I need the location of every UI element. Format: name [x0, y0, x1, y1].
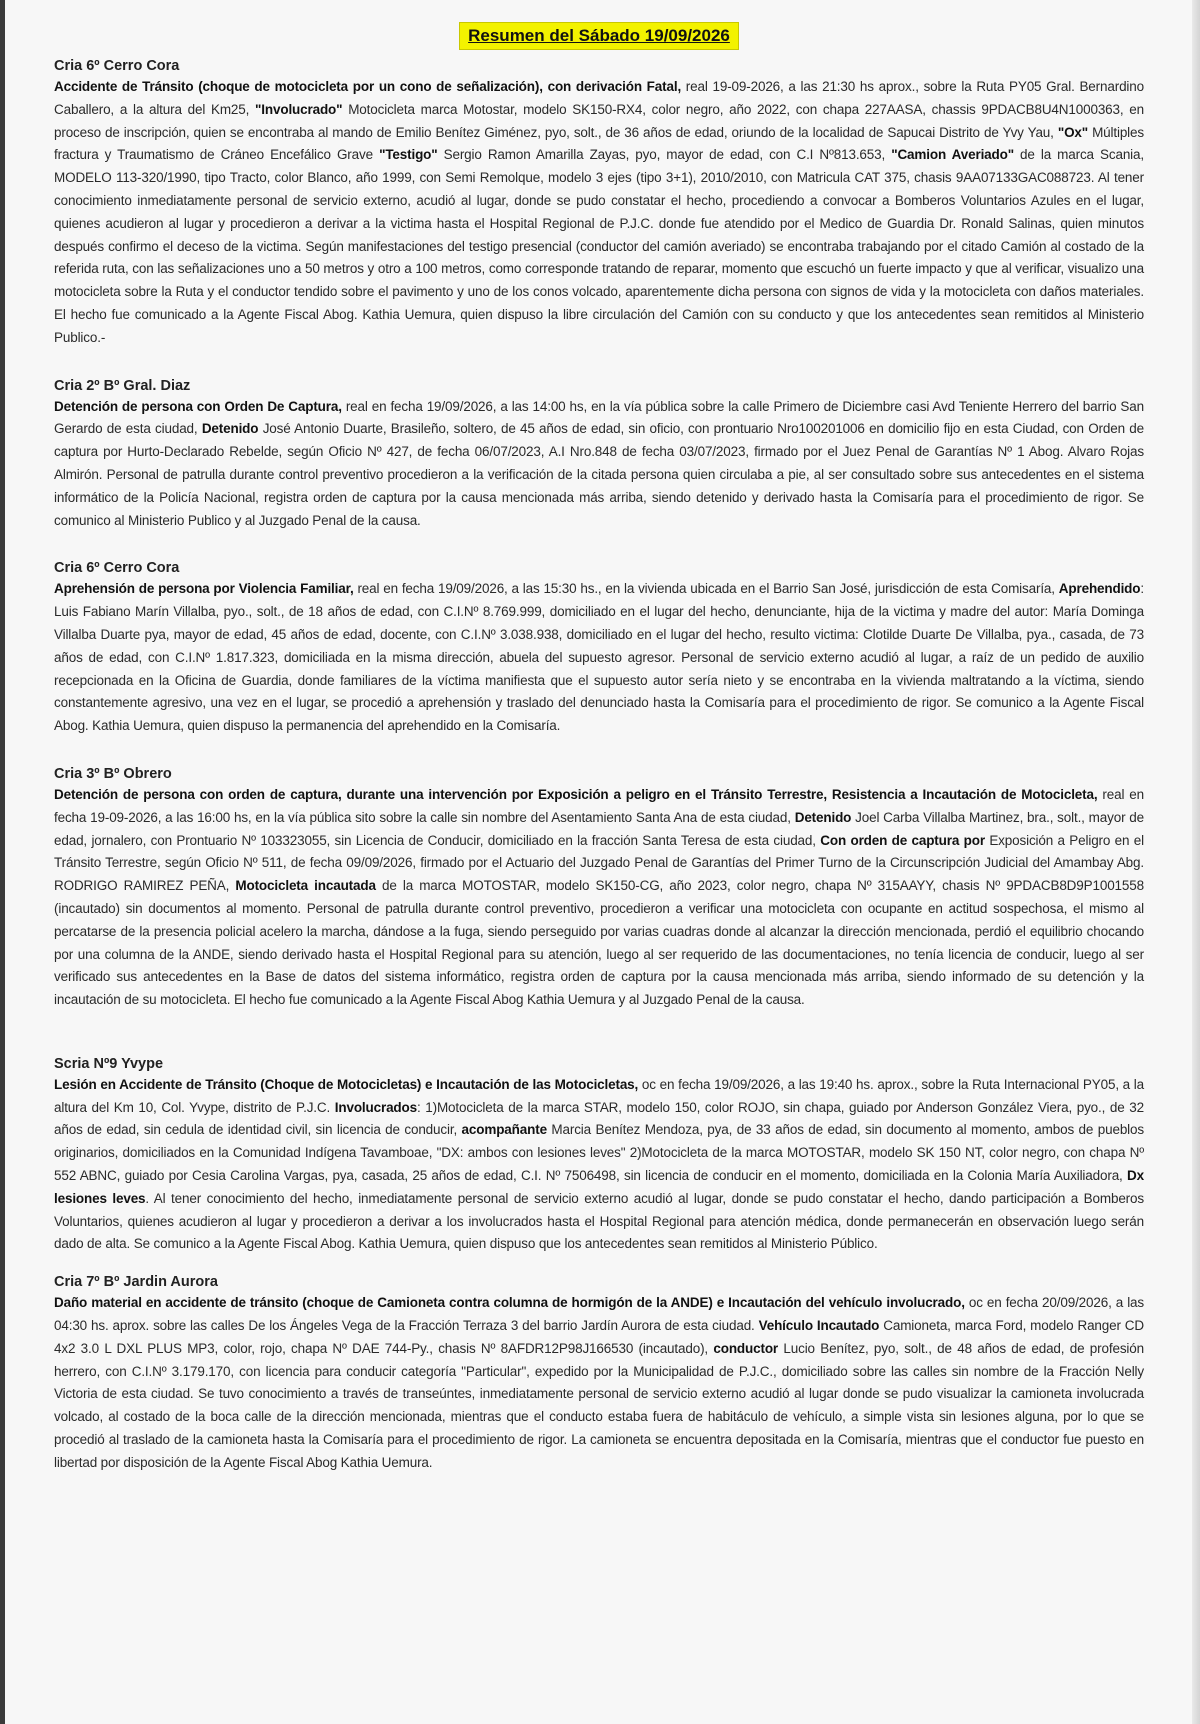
- body-bold: "Involucrado": [255, 101, 343, 117]
- body-text: José Antonio Duarte, Brasileño, soltero, de 45 años de edad, sin oficio, con prontuario Nro100201006 en domicilio fijo en esta Ciudad, con Orden de captura por Hurto-Declarado Rebelde, según Oficio Nº 427, de fecha 06/07/2023, A.I Nro.848 de fecha 03/07/2023, firmado por el Juez Penal de Garantías Nº 1 Abog. Alvaro Rojas Almirón. Personal de patrulla durante control preventivo procedieron a la verificación de la citada persona quien circulaba a pie, al ser consultado sobre sus antecedentes en el sistema informático de la Policía Nacional, registra orden de captura por la causa mencionada más arriba, siendo detenido y derivado hasta la Comisaría para el procedimiento de rigor. Se comunico al Ministerio Publico y al Juzgado Penal de la causa.: [54, 421, 1144, 528]
- body-text: Exposición a Peligro en el Tránsito Terrestre, según Oficio Nº 511, de fecha 09/09/2026, firmado por el Actuario del Juzgado Penal de Garantías del Primer Turno de la Circunscripción Judicial del Amambay Abg. RODRIGO RAMIREZ PEÑA,: [54, 832, 1144, 894]
- document-content: [54, 18, 1144, 1475]
- body-bold: "Ox": [1057, 124, 1089, 140]
- body-text: oc en fecha 19/09/2026, a las 19:40 hs. aprox., sobre la Ruta Internacional PY05, a la altura del Km 10, Col. Yvype, distrito de P.J.C.: [54, 1076, 1145, 1115]
- report-section-5: [54, 1054, 1144, 1256]
- report-section-1: [54, 56, 1144, 350]
- body-text: real en fecha 19/09/2026, a las 15:30 hs., en la vivienda ubicada en el Barrio San José, jurisdicción de esta Comisaría,: [353, 581, 1059, 597]
- body-text: Múltiples fractura y Traumatismo de Cráneo Encefálico Grave: [54, 124, 1144, 163]
- body-text: real en fecha 19-09-2026, a las 16:00 hs, en la vía pública sito sobre la calle sin nombre del Asentamiento Santa Ana de esta ciudad,: [54, 786, 1144, 825]
- body-text: . Al tener conocimiento del hecho, inmediatamente personal de servicio externo acudió al lugar, donde se pudo constatar el hecho, dando participación a Bomberos Voluntarios, quienes acudieron al lugar y procedieron a derivar a los involucrados hasta el Hospital Regional para atención médica, donde permanecerán en observación luego serán dado de alta. Se comunico a la Agente Fiscal Abog. Kathia Uemura, quien dispuso que los antecedentes sean remitidos al Ministerio Público.: [54, 1190, 1144, 1252]
- body-text: Lucio Benítez, pyo, solt., de 48 años de edad, de profesión herrero, con C.I.Nº 3.179.170, con licencia para conducir categoría "Particular", expedido por la Municipalidad de P.J.C., domiciliado sobre las calles sin nombre de la Fracción Nelly Victoria de esta ciudad. Se tuvo conocimiento a través de transeúntes, inmediatamente personal de servicio externo acudió al lugar donde se pudo visualizar la camioneta involucrada volcado, al costado de la boca calle de la dirección mencionada, mientras que el conducto estaba fuera de habitáculo de vehículo, a simple vista sin lesiones alguna, por lo que se procedió al traslado de la camioneta hasta la Comisaría para el procedimiento de rigor. La camioneta se encuentra depositada en la Comisaría, mientras que el conductor fue puesto en libertad por disposición de la Agente Fiscal Abog Kathia Uemura.: [54, 1340, 1144, 1470]
- report-section-2: [54, 376, 1144, 533]
- section-heading: Daño material en accidente de tránsito (choque de Camioneta contra columna de hormigón de la ANDE) e Incautación del vehículo involucrado,: [54, 1295, 965, 1311]
- page-left-edge: [0, 0, 5, 1724]
- section-unit: Cria 2º Bº Gral. Diaz: [54, 377, 191, 394]
- body-bold: Detenido: [201, 421, 259, 437]
- report-section-6: [54, 1272, 1144, 1474]
- body-text: Joel Carba Villalba Martinez, bra., solt., mayor de edad, jornalero, con Prontuario Nº 103323055, sin Licencia de Conducir, domiciliado en la fracción Santa Teresa de esta ciudad,: [54, 809, 1144, 848]
- page-right-edge: [1192, 0, 1200, 1724]
- body-text: Motocicleta marca Motostar, modelo SK150-RX4, color negro, año 2022, con chapa 227AASA, chassis 9PDACB8U4N1000363, en proceso de inscripción, quien se encontraba al mando de Emilio Benítez Giménez, pyo, solt., de 36 años de edad, oriundo de la localidad de Sapucai Distrito de Yvy Yau,: [54, 101, 1144, 140]
- section-unit: Cria 3º Bº Obrero: [54, 765, 172, 782]
- body-text: Camioneta, marca Ford, modelo Ranger CD 4x2 3.0 L DXL PLUS MP3, color, rojo, chapa Nº DAE 744-Py., chasis Nº 8AFDR12P98J166530 (incautado),: [54, 1318, 1145, 1356]
- report-section-4: [54, 764, 1144, 1012]
- section-body: [54, 1292, 1144, 1474]
- section-body: [54, 76, 1144, 350]
- body-bold: Aprehendido: [1058, 581, 1141, 597]
- body-bold: "Testigo": [379, 147, 438, 163]
- section-body: [54, 784, 1144, 1012]
- section-body: [54, 1074, 1144, 1256]
- section-heading: Aprehensión de persona por Violencia Familiar,: [54, 581, 354, 597]
- body-bold: Con orden de captura por: [820, 832, 985, 848]
- section-body: [54, 578, 1144, 738]
- section-heading: Detención de persona con Orden De Captura,: [54, 398, 342, 414]
- report-section-3: [54, 558, 1144, 738]
- body-bold: Dx lesiones leves: [54, 1168, 1144, 1206]
- section-body: [54, 396, 1144, 533]
- body-bold: Detenido: [794, 809, 852, 825]
- body-text: oc en fecha 20/09/2026, a las 04:30 hs. aprox. sobre las calles De los Ángeles Vega de la Fracción Terraza 3 del barrio Jardín Aurora de esta ciudad.: [54, 1295, 1144, 1334]
- section-heading: Detención de persona con orden de captura, durante una intervención por Exposición a peligro en el Tránsito Terrestre, Resistencia a Incautación de Motocicleta,: [54, 786, 1098, 802]
- body-bold: conductor: [713, 1340, 779, 1356]
- section-unit: Cria 6º Cerro Cora: [54, 58, 180, 74]
- section-unit: Cria 6º Cerro Cora: [54, 560, 180, 577]
- section-heading: Accidente de Tránsito (choque de motocicleta por un cono de señalización), con derivación Fatal,: [54, 79, 682, 94]
- body-bold: Vehículo Incautado: [758, 1318, 880, 1334]
- body-text: Sergio Ramon Amarilla Zayas, pyo, mayor de edad, con C.I Nº813.653,: [437, 147, 892, 163]
- document-title-highlight: Resumen del Sábado 19/09/2026: [459, 22, 739, 50]
- body-bold: "Camion Averiado": [891, 147, 1014, 163]
- body-text: : 1)Motocicleta de la marca STAR, modelo 150, color ROJO, sin chapa, guiado por Anderson González Viera, pyo., de 32 años de edad, sin cedula de identidad civil, sin licencia de conducir,: [54, 1099, 1144, 1138]
- body-bold: Involucrados: [334, 1099, 417, 1115]
- body-text: real 19-09-2026, a las 21:30 hs aprox., sobre la Ruta PY05 Gral. Bernardino Caballero, a la altura del Km25,: [54, 79, 1144, 117]
- body-text: : Luis Fabiano Marín Villalba, pyo., solt., de 18 años de edad, con C.I.Nº 8.769.999, domiciliado en el lugar del hecho, denunciante, hija de la victima y madre del autor: María Dominga Villalba Duarte pya, mayor de edad, 45 años de edad, docente, con C.I.Nº 3.038.938, domiciliado en el lugar del hecho, resulto victima: Clotilde Duarte De Villalba, pya., casada, de 73 años de edad, con C.I.Nº 1.817.323, domiciliada en la misma dirección, abuela del supuesto agresor. Personal de servicio externo acudió al lugar, a raíz de un pedido de auxilio recepcionada en la Oficina de Guardia, donde familiares de la víctima manifiesta que el supuesto autor sería nieto y se encontraba en la vivienda maltratando a la víctima, siendo constantemente agresivo, una vez en el lugar, se procedió a aprehensión y traslado del denunciado hasta la Comisaría para el procedimiento de rigor. Se comunico a la Agente Fiscal Abog. Kathia Uemura, quien dispuso la permanencia del aprehendido en la Comisaría.: [54, 581, 1144, 734]
- body-text: de la marca MOTOSTAR, modelo SK150-CG, año 2023, color negro, chapa Nº 315AAYY, chasis Nº 9PDACB8D9P1001558 (incautado) sin documentos al momento. Personal de patrulla durante control preventivo, procedieron a verificar una motocicleta con ocupante en actitud sospechosa, el mismo al percatarse de la presencia policial acelero la marcha, dándose a la fuga, siendo perseguido por varias cuadras donde al alcanzar la dirección mencionada, perdió el equilibrio chocando por una columna de la ANDE, siendo derivado hasta el Hospital Regional para su atención, luego al ser requerido de las documentaciones, no tenía licencia de conducir, luego al ser verificado sus antecedentes en la Base de datos del sistema informático, registra orden de captura por la causa mencionada más arriba, siendo informado de su detención y la incautación de su motocicleta. El hecho fue comunicado a la Agente Fiscal Abog Kathia Uemura y al Juzgado Penal de la causa.: [54, 878, 1144, 1008]
- section-unit: Cria 7º Bº Jardin Aurora: [54, 1274, 218, 1291]
- body-bold: Motocicleta incautada: [235, 878, 376, 894]
- section-unit: Scria Nº9 Yvype: [54, 1055, 164, 1072]
- body-bold: acompañante: [461, 1122, 547, 1138]
- body-text: de la marca Scania, MODELO 113-320/1990, tipo Tracto, color Blanco, año 1999, con Semi Remolque, modelo 3 ejes (tipo 3+1), 2010/2010, con Matricula CAT 375, chasis 9AA07133GAC088723. Al tener conocimiento inmediatamente personal de servicio externo, acudió al lugar, donde se pudo constatar el hecho, procediendo a convocar a Bomberos Voluntarios Azules en el lugar, quienes acudieron al lugar y procedieron a derivar a la victima hasta el Hospital Regional de P.J.C. donde fue atendido por el Medico de Guardia Dr. Ronald Salinas, quien minutos después confirmo el deceso de la victima. Según manifestaciones del testigo presencial (conductor del camión averiado) se encontraba trabajando por el citado Camión al costado de la referida ruta, con las señalizaciones uno a 50 metros y otro a 100 metros, como corresponde tratando de reparar, momento que escuchó un fuerte impacto y que al verificar, visualizo una motocicleta sobre la Ruta y el conductor tendido sobre el pavimento y uno de los conos volcado, aparentemente dicha persona con signos de vida y la motocicleta con daños materiales. El hecho fue comunicado a la Agente Fiscal Abog. Kathia Uemura, quien dispuso la libre circulación del Camión con su conducto y que los antecedentes sean remitidos al Ministerio Publico.-: [54, 147, 1144, 345]
- body-text: real en fecha 19/09/2026, a las 14:00 hs, en la vía pública sobre la calle Primero de Diciembre casi Avd Teniente Herrero del barrio San Gerardo de esta ciudad,: [54, 398, 1144, 437]
- section-heading: Lesión en Accidente de Tránsito (Choque de Motocicletas) e Incautación de las Motocicletas,: [54, 1076, 639, 1092]
- document-title: [54, 22, 1144, 52]
- body-text: Marcia Benítez Mendoza, pya, de 33 años de edad, sin documento al momento, ambos de pueblos originarios, domiciliados en la Comunidad Indígena Tavamboae, "DX: ambos con lesiones leves" 2)Motocicleta de la marca MOTOSTAR, modelo SK 150 NT, color negro, con chapa Nº 552 ABNC, guiado por Cesia Carolina Vargas, pya, casada, 25 años de edad, C.I. Nº 7506498, sin licencia de conducir en el momento, domiciliada en la Colonia María Auxiliadora,: [54, 1122, 1144, 1184]
